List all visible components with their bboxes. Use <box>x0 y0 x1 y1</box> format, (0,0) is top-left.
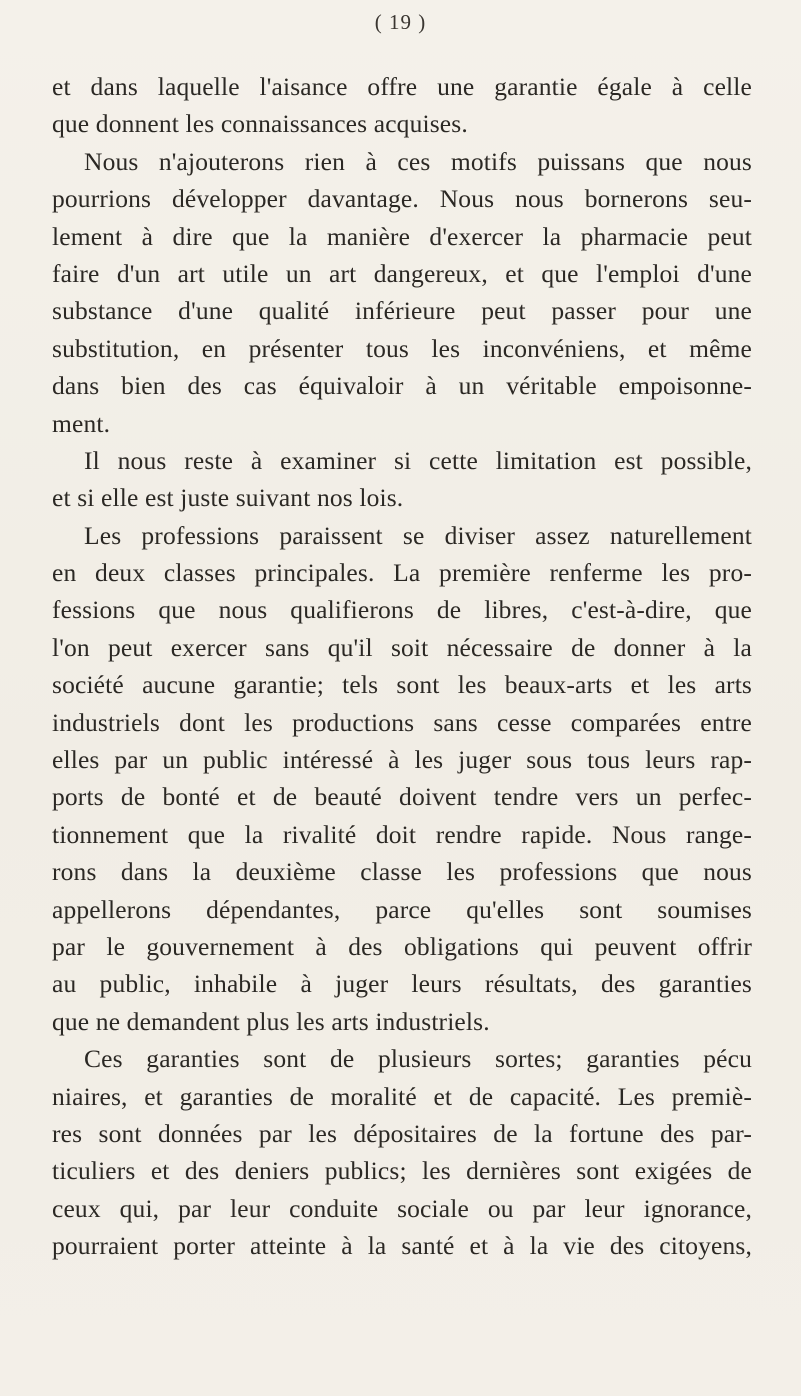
text-line: Nous n'ajouterons rien à ces motifs puissans que nous <box>84 146 752 176</box>
paragraph-5 <box>52 1040 752 1264</box>
paragraph-4 <box>52 517 752 1040</box>
text-line: au public, inhabile à juger leurs résultats, des garanties <box>52 969 752 999</box>
text-line: res sont données par les dépositaires de la fortune des par- <box>52 1118 752 1148</box>
text-line: tionnement que la rivalité doit rendre rapide. Nous range- <box>52 819 752 849</box>
text-line: que ne demandent plus les arts industriels. <box>52 1006 490 1036</box>
text-line: elles par un public intéressé à les juger sous tous leurs rap- <box>52 745 752 775</box>
text-line: par le gouvernement à des obligations qui peuvent offrir <box>52 931 752 961</box>
text-line: lement à dire que la manière d'exercer la pharmacie peut <box>52 221 752 251</box>
text-line: faire d'un art utile un art dangereux, et que l'emploi d'une <box>52 258 752 288</box>
text-line: niaires, et garanties de moralité et de capacité. Les premiè- <box>52 1081 752 1111</box>
text-line: ment. <box>52 408 111 438</box>
text-line: pourraient porter atteinte à la santé et à la vie des citoyens, <box>52 1231 752 1261</box>
text-line: que donnent les connaissances acquises. <box>52 109 468 139</box>
text-line: et dans laquelle l'aisance offre une garantie égale à celle <box>52 72 752 101</box>
text-line: Ces garanties sont de plusieurs sortes; garanties pécu <box>84 1044 752 1074</box>
paragraph-1 <box>52 68 752 143</box>
text-line: substance d'une qualité inférieure peut passer pour une <box>52 296 752 326</box>
text-line: ceux qui, par leur conduite sociale ou par leur ignorance, <box>52 1193 752 1223</box>
text-line: dans bien des cas équivaloir à un véritable empoisonne- <box>52 371 752 401</box>
text-line: fessions que nous qualifierons de libres, c'est-à-dire, que <box>52 595 752 625</box>
paragraph-2 <box>52 143 752 442</box>
text-line: Il nous reste à examiner si cette limitation est possible, <box>84 445 752 475</box>
text-line: société aucune garantie; tels sont les beaux-arts et les arts <box>52 670 752 700</box>
text-line: et si elle est juste suivant nos lois. <box>52 483 404 513</box>
text-line: pourrions développer davantage. Nous nous bornerons seu- <box>52 184 752 214</box>
text-line: ports de bonté et de beauté doivent tendre vers un perfec- <box>52 782 752 812</box>
paragraph-3 <box>52 442 752 517</box>
text-line: en deux classes principales. La première renferme les pro- <box>52 558 752 588</box>
text-line: substitution, en présenter tous les inconvéniens, et même <box>52 333 752 363</box>
body-text <box>52 68 752 1265</box>
text-line: rons dans la deuxième classe les professions que nous <box>52 857 752 887</box>
text-line: industriels dont les productions sans cesse comparées entre <box>52 707 752 737</box>
text-line: l'on peut exercer sans qu'il soit nécessaire de donner à la <box>52 632 752 662</box>
text-line: Les professions paraissent se diviser assez naturellement <box>84 520 752 550</box>
text-line: ticuliers et des deniers publics; les dernières sont exigées de <box>52 1156 752 1186</box>
text-line: appellerons dépendantes, parce qu'elles sont soumises <box>52 894 752 924</box>
page-number: ( 19 ) <box>374 10 427 34</box>
